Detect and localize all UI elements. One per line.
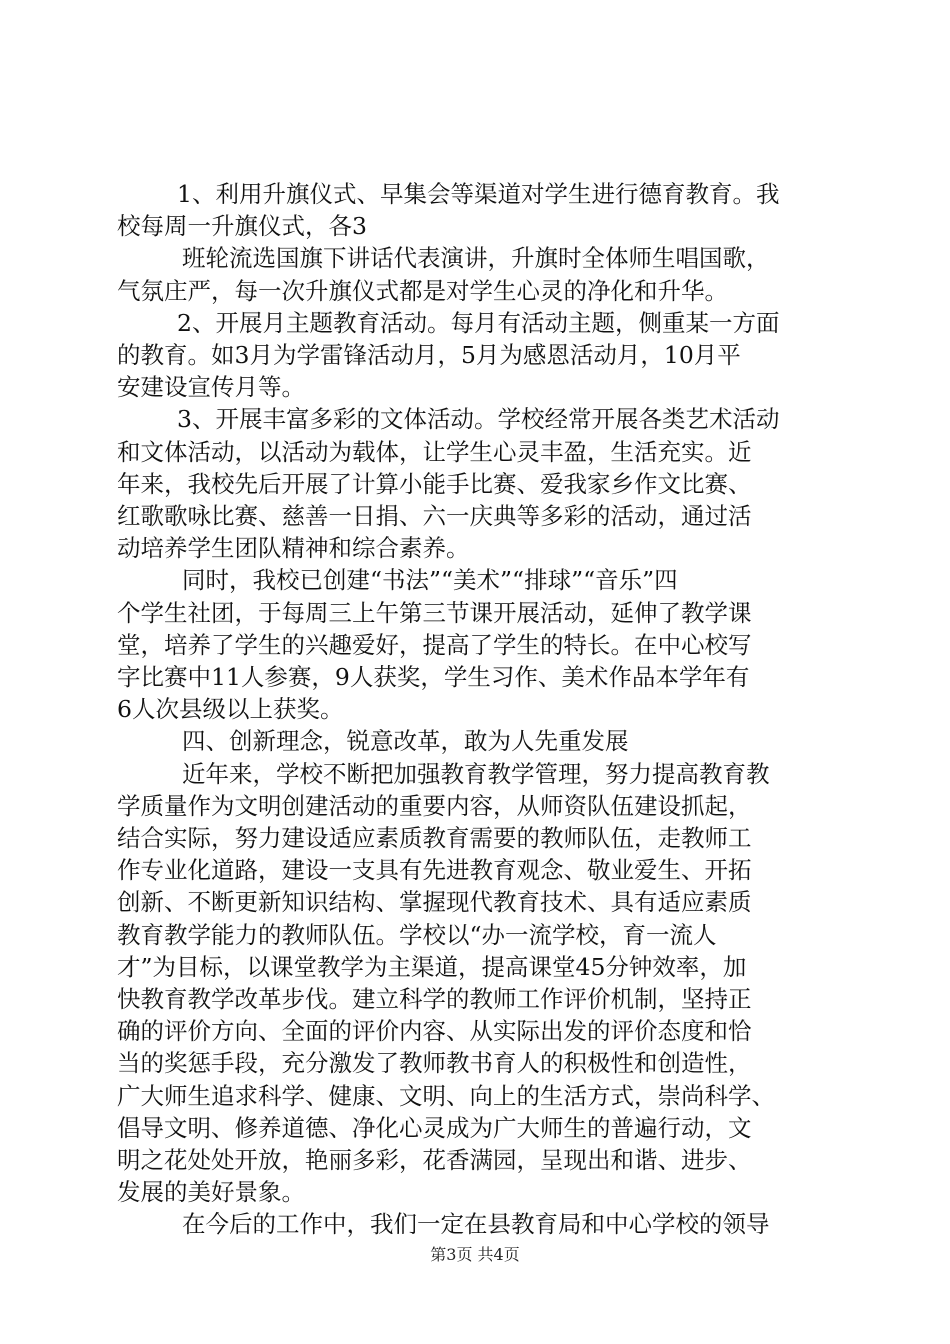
text-line: 教育教学能力的教师队伍。学校以“办一流学校，育一流人 bbox=[117, 920, 717, 949]
text-line: 6人次县级以上获奖。 bbox=[117, 695, 344, 724]
text-line: 同时，我校已创建“书法”“美术”“排球”“音乐”四 bbox=[182, 566, 678, 595]
text-line: 当的奖惩手段，充分激发了教师教书育人的积极性和创造性， bbox=[117, 1049, 752, 1078]
text-line: 创新、不断更新知识结构、掌握现代教育技术、具有适应素质 bbox=[117, 888, 752, 917]
text-line: 字比赛中11人参赛，9人获奖，学生习作、美术作品本学年有 bbox=[117, 663, 750, 691]
text-line: 红歌歌咏比赛、慈善一日捐、六一庆典等多彩的活动，通过活 bbox=[117, 502, 752, 530]
text-line: 气氛庄严，每一次升旗仪式都是对学生心灵的净化和升华。 bbox=[117, 276, 728, 305]
text-line: 安建设宣传月等。 bbox=[117, 373, 305, 402]
text-line: 四、创新理念，锐意改革，敢为人先重发展 bbox=[182, 727, 629, 756]
text-line: 和文体活动，以活动为载体，让学生心灵丰盈，生活充实。近 bbox=[117, 437, 752, 466]
text-line: 3、开展丰富多彩的文体活动。学校经常开展各类艺术活动 bbox=[177, 405, 780, 434]
text-line: 广大师生追求科学、健康、文明、向上的生活方式，崇尚科学、 bbox=[117, 1081, 775, 1110]
text-line: 校每周一升旗仪式，各3 bbox=[117, 212, 367, 241]
text-line: 在今后的工作中，我们一定在县教育局和中心学校的领导 bbox=[182, 1210, 770, 1239]
text-line: 班轮流选国旗下讲话代表演讲，升旗时全体师生唱国歌， bbox=[182, 244, 770, 273]
text-line: 结合实际，努力建设适应素质教育需要的教师队伍，走教师工 bbox=[117, 824, 752, 852]
text-line: 确的评价方向、全面的评价内容、从实际出发的评价态度和恰 bbox=[117, 1017, 752, 1046]
text-line: 年来，我校先后开展了计算小能手比赛、爱我家乡作文比赛、 bbox=[117, 469, 752, 498]
text-line: 的教育。如3月为学雷锋活动月，5月为感恩活动月，10月平 bbox=[117, 341, 741, 369]
text-line: 学质量作为文明创建活动的重要内容，从师资队伍建设抓起， bbox=[117, 791, 752, 820]
text-line: 作专业化道路，建设一支具有先进教育观念、敬业爱生、开拓 bbox=[117, 856, 752, 885]
text-line: 快教育教学改革步伐。建立科学的教师工作评价机制，坚持正 bbox=[117, 985, 752, 1013]
text-line: 才”为目标，以课堂教学为主渠道，提高课堂45分钟效率，加 bbox=[117, 952, 747, 981]
text-line: 动培养学生团队精神和综合素养。 bbox=[117, 534, 470, 563]
text-line: 2、开展月主题教育活动。每月有活动主题，侧重某一方面 bbox=[177, 308, 780, 337]
text-line: 1、利用升旗仪式、早集会等渠道对学生进行德育教育。我 bbox=[177, 180, 780, 208]
text-line: 堂，培养了学生的兴趣爱好，提高了学生的特长。在中心校写 bbox=[117, 630, 752, 659]
text-line: 近年来，学校不断把加强教育教学管理，努力提高教育教 bbox=[182, 759, 770, 788]
text-line: 个学生社团，于每周三上午第三节课开展活动，延伸了教学课 bbox=[117, 598, 752, 627]
text-line: 明之花处处开放，艳丽多彩，花香满园，呈现出和谐、进步、 bbox=[117, 1146, 752, 1174]
text-line: 倡导文明、修养道德、净化心灵成为广大师生的普遍行动，文 bbox=[117, 1113, 752, 1142]
page-footer: 第3页 共4页 bbox=[430, 1245, 520, 1264]
text-line: 发展的美好景象。 bbox=[117, 1178, 305, 1207]
